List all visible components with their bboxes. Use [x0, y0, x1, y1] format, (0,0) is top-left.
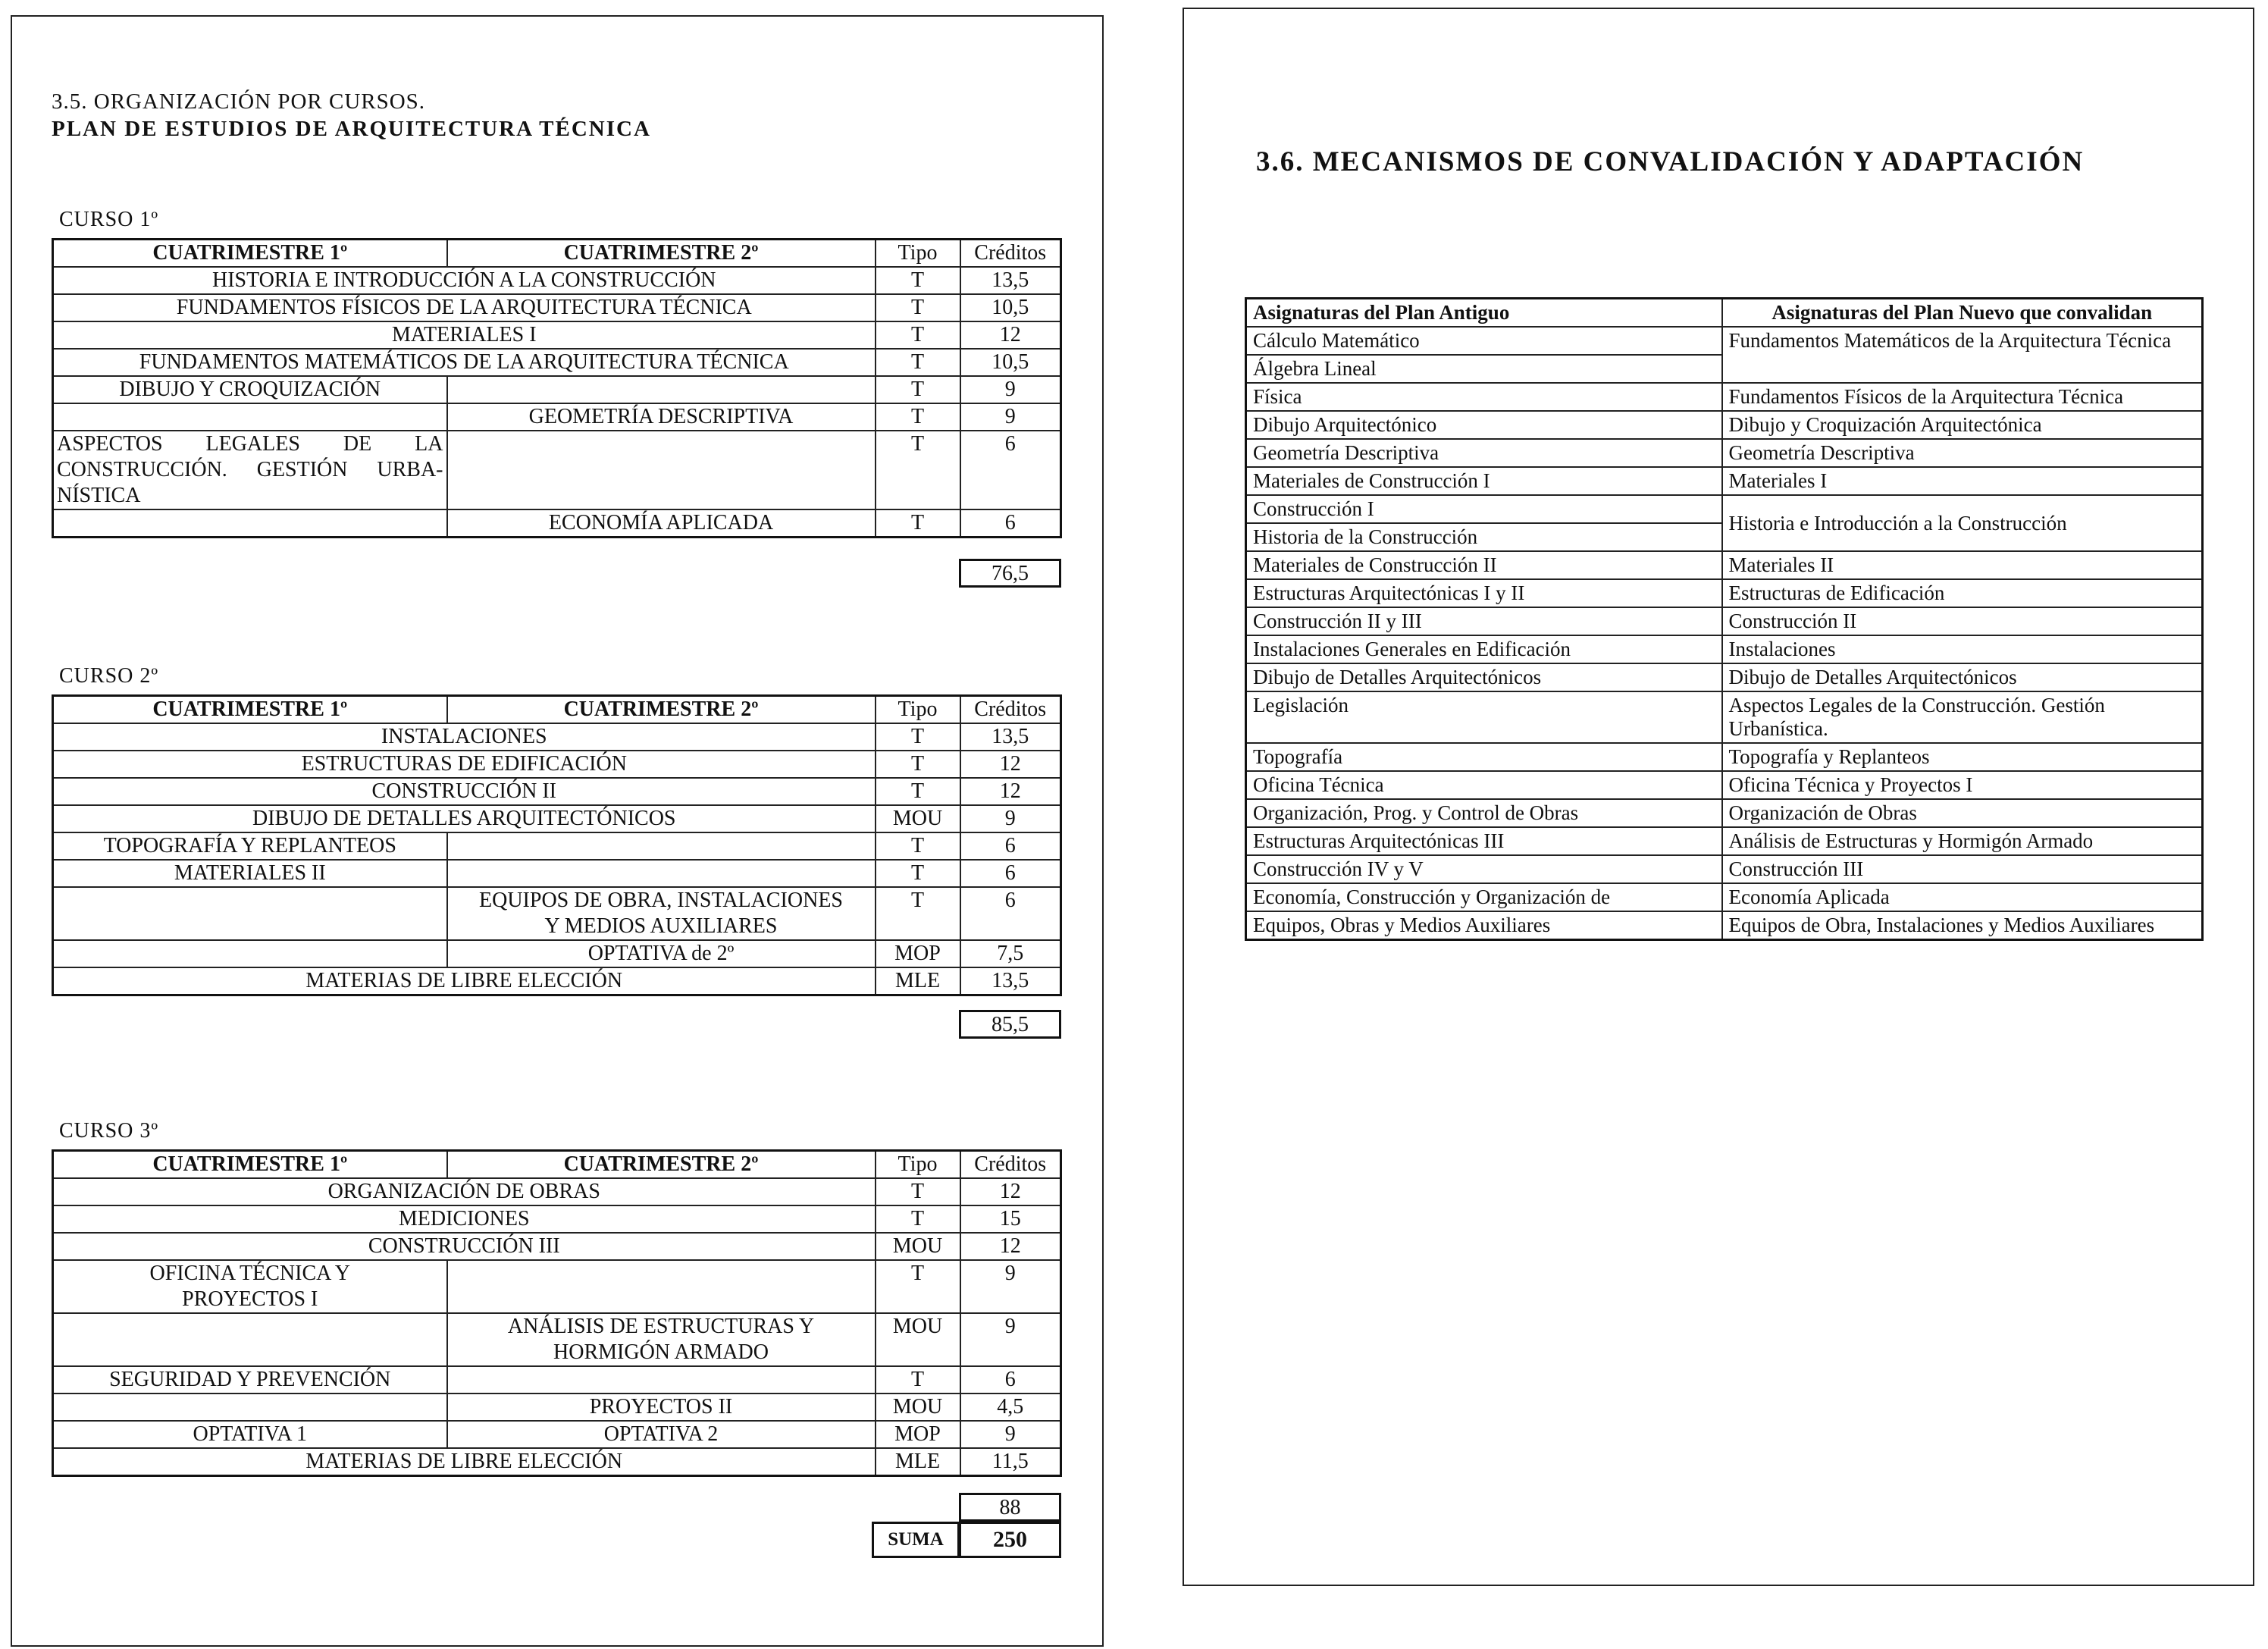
old-subject: Instalaciones Generales en Edificación: [1246, 635, 1722, 663]
header-cuatrimestre-1: CUATRIMESTRE 1º: [53, 240, 447, 268]
old-subject: Estructuras Arquitectónicas III: [1246, 827, 1722, 855]
subject-tipo: T: [876, 431, 960, 509]
subject-tipo: T: [876, 860, 960, 887]
table-row: [1246, 495, 2203, 523]
subject-creditos: 13,5: [960, 967, 1061, 995]
table-row: [53, 1233, 1061, 1260]
subject-tipo: MOU: [876, 1313, 960, 1366]
suma-value: 250: [959, 1522, 1061, 1558]
subject-tipo: MLE: [876, 1448, 960, 1476]
subject-creditos: 9: [960, 376, 1061, 403]
empty-cell: [447, 1260, 876, 1313]
table-row: [53, 1178, 1061, 1205]
subject-creditos: 4,5: [960, 1393, 1061, 1421]
table-row: [53, 294, 1061, 321]
subject-tipo: T: [876, 349, 960, 376]
empty-cell: [447, 431, 876, 509]
header-creditos: Créditos: [960, 696, 1061, 724]
subject-creditos: 6: [960, 887, 1061, 940]
new-subject: Dibujo y Croquización Arquitectónica: [1722, 411, 2203, 439]
subject-name: FUNDAMENTOS MATEMÁTICOS DE LA ARQUITECTURA TÉCNICA: [53, 349, 876, 376]
new-subject: Equipos de Obra, Instalaciones y Medios Auxiliares: [1722, 911, 2203, 940]
new-subject: Historia e Introducción a la Construcción: [1722, 495, 2203, 551]
curso-3-total: 88: [959, 1493, 1061, 1522]
header-cuatrimestre-2: CUATRIMESTRE 2º: [447, 1151, 876, 1179]
subject-name: OPTATIVA 1: [53, 1421, 447, 1448]
subject-name: OPTATIVA de 2º: [447, 940, 876, 967]
table-row: [53, 860, 1061, 887]
subject-tipo: T: [876, 832, 960, 860]
subject-line: HORMIGÓN ARMADO: [553, 1340, 769, 1364]
empty-cell: [447, 832, 876, 860]
table-row: [53, 431, 1061, 509]
subject-name: MATERIAS DE LIBRE ELECCIÓN: [53, 1448, 876, 1476]
subject-line: OFICINA TÉCNICA Y: [149, 1262, 350, 1285]
subject-tipo: T: [876, 1205, 960, 1233]
table-row: [53, 723, 1061, 751]
new-subject: Aspectos Legales de la Construcción. Gestión Urbanística.: [1722, 691, 2203, 743]
new-subject: Construcción II: [1722, 607, 2203, 635]
empty-cell: [53, 940, 447, 967]
subject-name: SEGURIDAD Y PREVENCIÓN: [53, 1366, 447, 1393]
table-row: [53, 832, 1061, 860]
table-row: [1246, 635, 2203, 663]
new-subject: Materiales I: [1722, 467, 2203, 495]
subject-tipo: T: [876, 294, 960, 321]
table-row: [53, 1313, 1061, 1366]
header-tipo: Tipo: [876, 240, 960, 268]
old-subject: Topografía: [1246, 743, 1722, 771]
table-row: [1246, 883, 2203, 911]
new-subject: Oficina Técnica y Proyectos I: [1722, 771, 2203, 799]
table-row: [1246, 411, 2203, 439]
subject-tipo: MOP: [876, 1421, 960, 1448]
table-row: [1246, 911, 2203, 940]
subject-name: ESTRUCTURAS DE EDIFICACIÓN: [53, 751, 876, 778]
table-row: [53, 403, 1061, 431]
subject-creditos: 12: [960, 751, 1061, 778]
table-row: [1246, 771, 2203, 799]
table-row: [53, 1205, 1061, 1233]
subject-creditos: 12: [960, 321, 1061, 349]
subject-tipo: MOP: [876, 940, 960, 967]
subject-creditos: 10,5: [960, 294, 1061, 321]
subject-name: CONSTRUCCIÓN III: [53, 1233, 876, 1260]
table-row: [1246, 327, 2203, 355]
subject-line: ANÁLISIS DE ESTRUCTURAS Y: [507, 1315, 815, 1338]
convalidation-title: 3.6. MECANISMOS DE CONVALIDACIÓN Y ADAPTACIÓN: [1256, 146, 2085, 177]
subject-name: OPTATIVA 2: [447, 1421, 876, 1448]
header-cuatrimestre-1: CUATRIMESTRE 1º: [53, 696, 447, 724]
subject-name: DIBUJO Y CROQUIZACIÓN: [53, 376, 447, 403]
old-subject: Historia de la Construcción: [1246, 523, 1722, 551]
old-subject: Legislación: [1246, 691, 1722, 743]
table-row: [53, 267, 1061, 294]
table-row: [1246, 579, 2203, 607]
empty-cell: [447, 860, 876, 887]
suma-label: SUMA: [872, 1522, 960, 1558]
curso-2-table: [52, 694, 1062, 996]
subject-line: CONSTRUCCIÓN. GESTIÓN URBA-: [57, 458, 443, 481]
subject-tipo: T: [876, 267, 960, 294]
subject-creditos: 9: [960, 1313, 1061, 1366]
subject-creditos: 12: [960, 1233, 1061, 1260]
subject-creditos: 7,5: [960, 940, 1061, 967]
table-header: [53, 240, 1061, 268]
old-subject: Estructuras Arquitectónicas I y II: [1246, 579, 1722, 607]
header-creditos: Créditos: [960, 1151, 1061, 1179]
subject-name: ORGANIZACIÓN DE OBRAS: [53, 1178, 876, 1205]
old-subject: Física: [1246, 383, 1722, 411]
subject-tipo: T: [876, 1366, 960, 1393]
table-row: [53, 349, 1061, 376]
curso-1-label: CURSO 1º: [59, 208, 159, 231]
subject-tipo: MOU: [876, 1393, 960, 1421]
left-page: [11, 15, 1104, 1647]
subject-line: NÍSTICA: [57, 484, 141, 507]
convalidation-table: [1245, 297, 2204, 941]
new-subject: Fundamentos Físicos de la Arquitectura Técnica: [1722, 383, 2203, 411]
new-subject: Dibujo de Detalles Arquitectónicos: [1722, 663, 2203, 691]
empty-cell: [53, 509, 447, 538]
subject-line: ASPECTOS LEGALES DE LA: [57, 432, 443, 456]
old-subject: Construcción I: [1246, 495, 1722, 523]
subject-tipo: T: [876, 751, 960, 778]
new-subject: Organización de Obras: [1722, 799, 2203, 827]
curso-3-table: [52, 1149, 1062, 1477]
old-subject: Equipos, Obras y Medios Auxiliares: [1246, 911, 1722, 940]
subject-tipo: T: [876, 403, 960, 431]
subject-name: MATERIALES II: [53, 860, 447, 887]
subject-name: MATERIAS DE LIBRE ELECCIÓN: [53, 967, 876, 995]
subject-creditos: 6: [960, 860, 1061, 887]
table-row: [1246, 551, 2203, 579]
curso-2-label: CURSO 2º: [59, 664, 159, 688]
subject-name: [53, 431, 447, 509]
table-row: [1246, 383, 2203, 411]
subject-creditos: 9: [960, 403, 1061, 431]
new-subject: Instalaciones: [1722, 635, 2203, 663]
subject-name: INSTALACIONES: [53, 723, 876, 751]
empty-cell: [53, 403, 447, 431]
subject-tipo: MLE: [876, 967, 960, 995]
subject-name: [447, 887, 876, 940]
table-row: [1246, 439, 2203, 467]
subject-name: ECONOMÍA APLICADA: [447, 509, 876, 538]
old-subject: Álgebra Lineal: [1246, 355, 1722, 383]
table-row: [53, 778, 1061, 805]
subject-line: EQUIPOS DE OBRA, INSTALACIONES: [479, 889, 843, 912]
subject-creditos: 6: [960, 1366, 1061, 1393]
old-subject: Economía, Construcción y Organización de: [1246, 883, 1722, 911]
old-subject: Cálculo Matemático: [1246, 327, 1722, 355]
subject-name: PROYECTOS II: [447, 1393, 876, 1421]
subject-tipo: T: [876, 1178, 960, 1205]
curso-1-total: 76,5: [959, 559, 1061, 588]
subject-creditos: 9: [960, 805, 1061, 832]
curso-1-table: [52, 238, 1062, 538]
curso-3-label: CURSO 3º: [59, 1119, 159, 1143]
table-row: [53, 887, 1061, 940]
subject-name: MATERIALES I: [53, 321, 876, 349]
old-subject: Dibujo de Detalles Arquitectónicos: [1246, 663, 1722, 691]
table-row: [53, 321, 1061, 349]
new-subject: Análisis de Estructuras y Hormigón Armado: [1722, 827, 2203, 855]
table-row: [1246, 827, 2203, 855]
subject-creditos: 15: [960, 1205, 1061, 1233]
subject-creditos: 10,5: [960, 349, 1061, 376]
subject-creditos: 12: [960, 778, 1061, 805]
empty-cell: [447, 376, 876, 403]
subject-name: HISTORIA E INTRODUCCIÓN A LA CONSTRUCCIÓN: [53, 267, 876, 294]
old-subject: Materiales de Construcción II: [1246, 551, 1722, 579]
subject-name: CONSTRUCCIÓN II: [53, 778, 876, 805]
subject-creditos: 13,5: [960, 723, 1061, 751]
old-subject: Dibujo Arquitectónico: [1246, 411, 1722, 439]
subject-tipo: T: [876, 723, 960, 751]
old-subject: Organización, Prog. y Control de Obras: [1246, 799, 1722, 827]
empty-cell: [447, 1366, 876, 1393]
table-row: [53, 1260, 1061, 1313]
table-row: [1246, 743, 2203, 771]
table-row: [53, 1393, 1061, 1421]
subject-tipo: T: [876, 1260, 960, 1313]
table-row: [53, 940, 1061, 967]
table-row: [1246, 663, 2203, 691]
empty-cell: [53, 1313, 447, 1366]
subject-name: TOPOGRAFÍA Y REPLANTEOS: [53, 832, 447, 860]
table-row: [53, 751, 1061, 778]
subject-tipo: T: [876, 321, 960, 349]
old-subject: Materiales de Construcción I: [1246, 467, 1722, 495]
header-plan-antiguo: Asignaturas del Plan Antiguo: [1246, 299, 1722, 328]
header-cuatrimestre-2: CUATRIMESTRE 2º: [447, 240, 876, 268]
header-creditos: Créditos: [960, 240, 1061, 268]
subject-line: PROYECTOS I: [182, 1287, 318, 1311]
table-header: [53, 696, 1061, 724]
new-subject: Construcción III: [1722, 855, 2203, 883]
new-subject: Geometría Descriptiva: [1722, 439, 2203, 467]
table-row: [1246, 691, 2203, 743]
subject-tipo: T: [876, 887, 960, 940]
header-plan-nuevo: Asignaturas del Plan Nuevo que convalidan: [1722, 299, 2203, 328]
table-row: [1246, 607, 2203, 635]
subject-name: FUNDAMENTOS FÍSICOS DE LA ARQUITECTURA TÉCNICA: [53, 294, 876, 321]
old-subject: Construcción II y III: [1246, 607, 1722, 635]
new-subject: Materiales II: [1722, 551, 2203, 579]
subject-creditos: 6: [960, 832, 1061, 860]
curso-2-total: 85,5: [959, 1010, 1061, 1039]
subject-line: Y MEDIOS AUXILIARES: [544, 914, 778, 938]
subject-name: DIBUJO DE DETALLES ARQUITECTÓNICOS: [53, 805, 876, 832]
new-subject: Estructuras de Edificación: [1722, 579, 2203, 607]
subject-creditos: 12: [960, 1178, 1061, 1205]
header-cuatrimestre-1: CUATRIMESTRE 1º: [53, 1151, 447, 1179]
table-row: [53, 805, 1061, 832]
empty-cell: [53, 887, 447, 940]
old-subject: Geometría Descriptiva: [1246, 439, 1722, 467]
right-page: [1183, 8, 2254, 1586]
table-row: [1246, 799, 2203, 827]
subject-tipo: T: [876, 509, 960, 538]
table-row: [1246, 467, 2203, 495]
empty-cell: [53, 1393, 447, 1421]
subject-creditos: 13,5: [960, 267, 1061, 294]
table-row: [53, 1448, 1061, 1476]
old-subject: Construcción IV y V: [1246, 855, 1722, 883]
subject-name: [447, 1313, 876, 1366]
subject-creditos: 9: [960, 1421, 1061, 1448]
subject-tipo: MOU: [876, 1233, 960, 1260]
subject-creditos: 6: [960, 509, 1061, 538]
subject-creditos: 9: [960, 1260, 1061, 1313]
header-tipo: Tipo: [876, 696, 960, 724]
header-tipo: Tipo: [876, 1151, 960, 1179]
table-row: [53, 1421, 1061, 1448]
subject-creditos: 11,5: [960, 1448, 1061, 1476]
subject-tipo: MOU: [876, 805, 960, 832]
subject-tipo: T: [876, 778, 960, 805]
old-subject: Oficina Técnica: [1246, 771, 1722, 799]
table-row: [53, 967, 1061, 995]
table-row: [1246, 855, 2203, 883]
section-heading: 3.5. ORGANIZACIÓN POR CURSOS.: [52, 89, 426, 114]
table-row: [53, 376, 1061, 403]
new-subject: Topografía y Replanteos: [1722, 743, 2203, 771]
table-row: [53, 509, 1061, 538]
subject-name: GEOMETRÍA DESCRIPTIVA: [447, 403, 876, 431]
table-header: [1246, 299, 2203, 328]
subject-creditos: 6: [960, 431, 1061, 509]
subject-name: [53, 1260, 447, 1313]
header-cuatrimestre-2: CUATRIMESTRE 2º: [447, 696, 876, 724]
subject-name: MEDICIONES: [53, 1205, 876, 1233]
new-subject: Fundamentos Matemáticos de la Arquitectura Técnica: [1722, 327, 2203, 383]
subject-tipo: T: [876, 376, 960, 403]
table-header: [53, 1151, 1061, 1179]
plan-title: PLAN DE ESTUDIOS DE ARQUITECTURA TÉCNICA: [52, 117, 651, 141]
new-subject: Economía Aplicada: [1722, 883, 2203, 911]
table-row: [53, 1366, 1061, 1393]
